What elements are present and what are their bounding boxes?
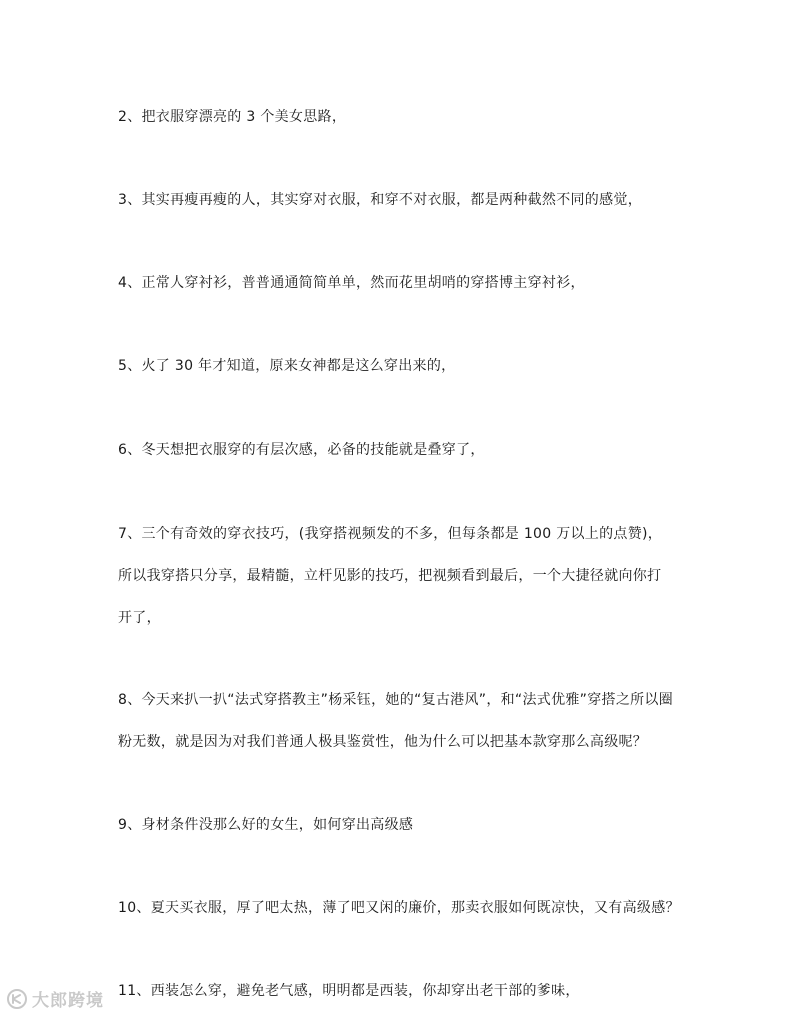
list-item-8 — [118, 679, 683, 763]
list-item-11 — [118, 970, 683, 1012]
list-item-7 — [118, 513, 683, 639]
paragraph-line: 11、西装怎么穿，避免老气感，明明都是西装，你却穿出老干部的爹味， — [118, 983, 580, 999]
paragraph-line: 3、其实再瘦再瘦的人，其实穿对衣服，和穿不对衣服，都是两种截然不同的感觉， — [118, 192, 643, 208]
list-item-4 — [118, 262, 683, 304]
paragraph-line: 2、把衣服穿漂亮的 3 个美女思路， — [118, 109, 347, 125]
paragraph-line: 9、身材条件没那么好的女生，如何穿出高级感 — [118, 817, 414, 833]
watermark — [6, 986, 104, 1011]
list-item-2 — [118, 96, 683, 138]
watermark-text: 大郎跨境 — [32, 991, 104, 1011]
list-item-9 — [118, 804, 683, 846]
list-item-3 — [118, 179, 683, 221]
paragraph-line: 开了， — [118, 610, 161, 626]
paragraph-line: 6、冬天想把衣服穿的有层次感，必备的技能就是叠穿了， — [118, 442, 485, 458]
list-item-10 — [118, 887, 683, 929]
paragraph-line: 粉无数，就是因为对我们普通人极具鉴赏性，他为什么可以把基本款穿那么高级呢？ — [118, 734, 648, 750]
watermark-logo-icon — [6, 988, 28, 1010]
paragraph-line: 5、火了 30 年才知道，原来女神都是这么穿出来的， — [118, 358, 456, 374]
list-item-6 — [118, 429, 683, 471]
paragraph-line: 4、正常人穿衬衫，普普通通简简单单，然而花里胡哨的穿搭博主穿衬衫， — [118, 275, 585, 291]
paragraph-line: 7、三个有奇效的穿衣技巧，(我穿搭视频发的不多，但每条都是 100 万以上的点赞)， — [118, 526, 663, 542]
paragraph-line: 所以我穿搭只分享，最精髓，立杆见影的技巧，把视频看到最后，一个大捷径就向你打 — [118, 568, 662, 584]
paragraph-line: 8、今天来扒一扒“法式穿搭教主”杨采钰，她的“复古港风”，和“法式优雅”穿搭之所以圈 — [118, 692, 674, 708]
paragraph-line: 10、夏天买衣服，厚了吧太热，薄了吧又闲的廉价，那卖衣服如何既凉快，又有高级感？ — [118, 900, 680, 916]
list-item-5 — [118, 345, 683, 387]
